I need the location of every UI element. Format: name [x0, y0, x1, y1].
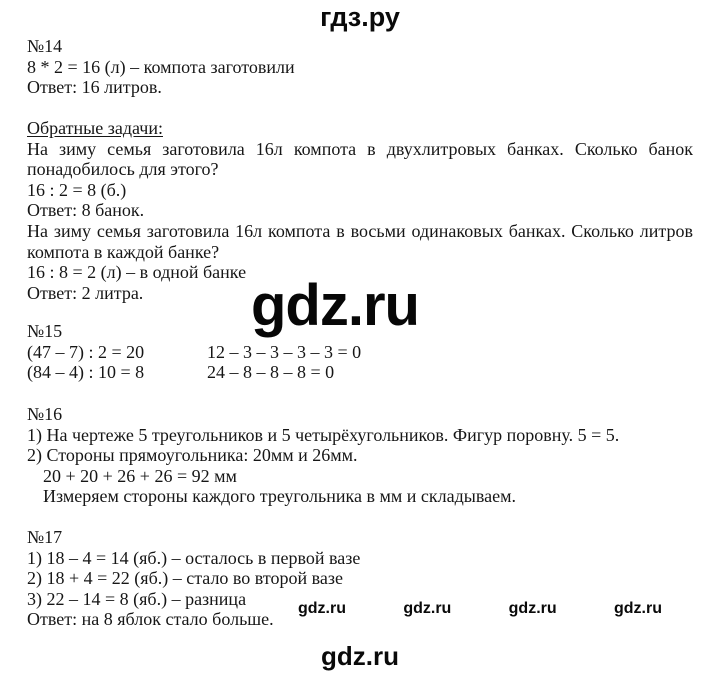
problem-number: №16 [27, 404, 63, 424]
gdzru-watermark-large: gdz.ru [251, 273, 419, 338]
solution-line: 1) 18 – 4 = 14 (яб.) – осталось в первой вазе [27, 547, 361, 568]
watermark-row [298, 601, 662, 617]
section-heading [27, 118, 693, 139]
problem-16-section [27, 404, 693, 507]
solution-line: 20 + 20 + 26 + 26 = 92 мм [43, 465, 237, 486]
solution-col-1: (47 – 7) : 2 = 20 [27, 341, 145, 362]
gdzru-watermark-small: gdz.ru [403, 600, 452, 617]
site-header-watermark: гдз.ру [320, 2, 400, 32]
gdzru-watermark-footer: gdz.ru [321, 641, 399, 671]
solution-line: 3) 22 – 14 = 8 (яб.) – разница [27, 588, 247, 609]
problem-number: №14 [27, 36, 63, 56]
section-heading-text: Обратные задачи: [27, 118, 163, 138]
solution-line: 8 * 2 = 16 (л) – компота заготовили [27, 56, 295, 77]
answer-line: Ответ: на 8 яблок стало больше. [27, 609, 274, 630]
solution-line: 16 : 2 = 8 (б.) [27, 179, 127, 200]
answer-line: Ответ: 16 литров. [27, 77, 162, 98]
solution-col-2: 24 – 8 – 8 – 8 = 0 [207, 362, 335, 383]
problem-text-line: понадобилось для этого? [27, 159, 219, 180]
problem-text-line: На зиму семья заготовила 16л компота в двухлитровых банках. Сколько банок [27, 138, 693, 159]
solution-col-2: 12 – 3 – 3 – 3 – 3 = 0 [207, 341, 362, 362]
gdzru-watermark-small: gdz.ru [298, 600, 346, 617]
answer-line: Ответ: 8 банок. [27, 200, 145, 221]
solution-line: 2) 18 + 4 = 22 (яб.) – стало во второй вазе [27, 568, 343, 589]
gdzru-watermark-small: gdz.ru [508, 600, 557, 617]
solution-line: Измеряем стороны каждого треугольника в мм и складываем. [43, 486, 516, 507]
problem-15-section [27, 321, 693, 383]
solution-line: 16 : 8 = 2 (л) – в одной банке [27, 262, 247, 283]
problem-text-line: На зиму семья заготовила 16л компота в восьми одинаковых банках. Сколько литров [27, 220, 693, 241]
solution-row [27, 362, 693, 383]
gdzru-watermark-small: gdz.ru [613, 600, 662, 617]
solution-col-1: (84 – 4) : 10 = 8 [27, 362, 145, 383]
solution-line: 1) На чертеже 5 треугольников и 5 четырёхугольников. Фигур поровну. 5 = 5. [27, 424, 620, 445]
answer-line: Ответ: 2 литра. [27, 282, 144, 303]
solution-line: 2) Стороны прямоугольника: 20мм и 26мм. [27, 445, 358, 466]
solution-row [27, 342, 693, 363]
problem-number: №15 [27, 321, 63, 341]
problem-14-section [27, 36, 693, 98]
problem-number: №17 [27, 527, 63, 547]
problem-text-line: компота в каждой банке? [27, 241, 220, 262]
